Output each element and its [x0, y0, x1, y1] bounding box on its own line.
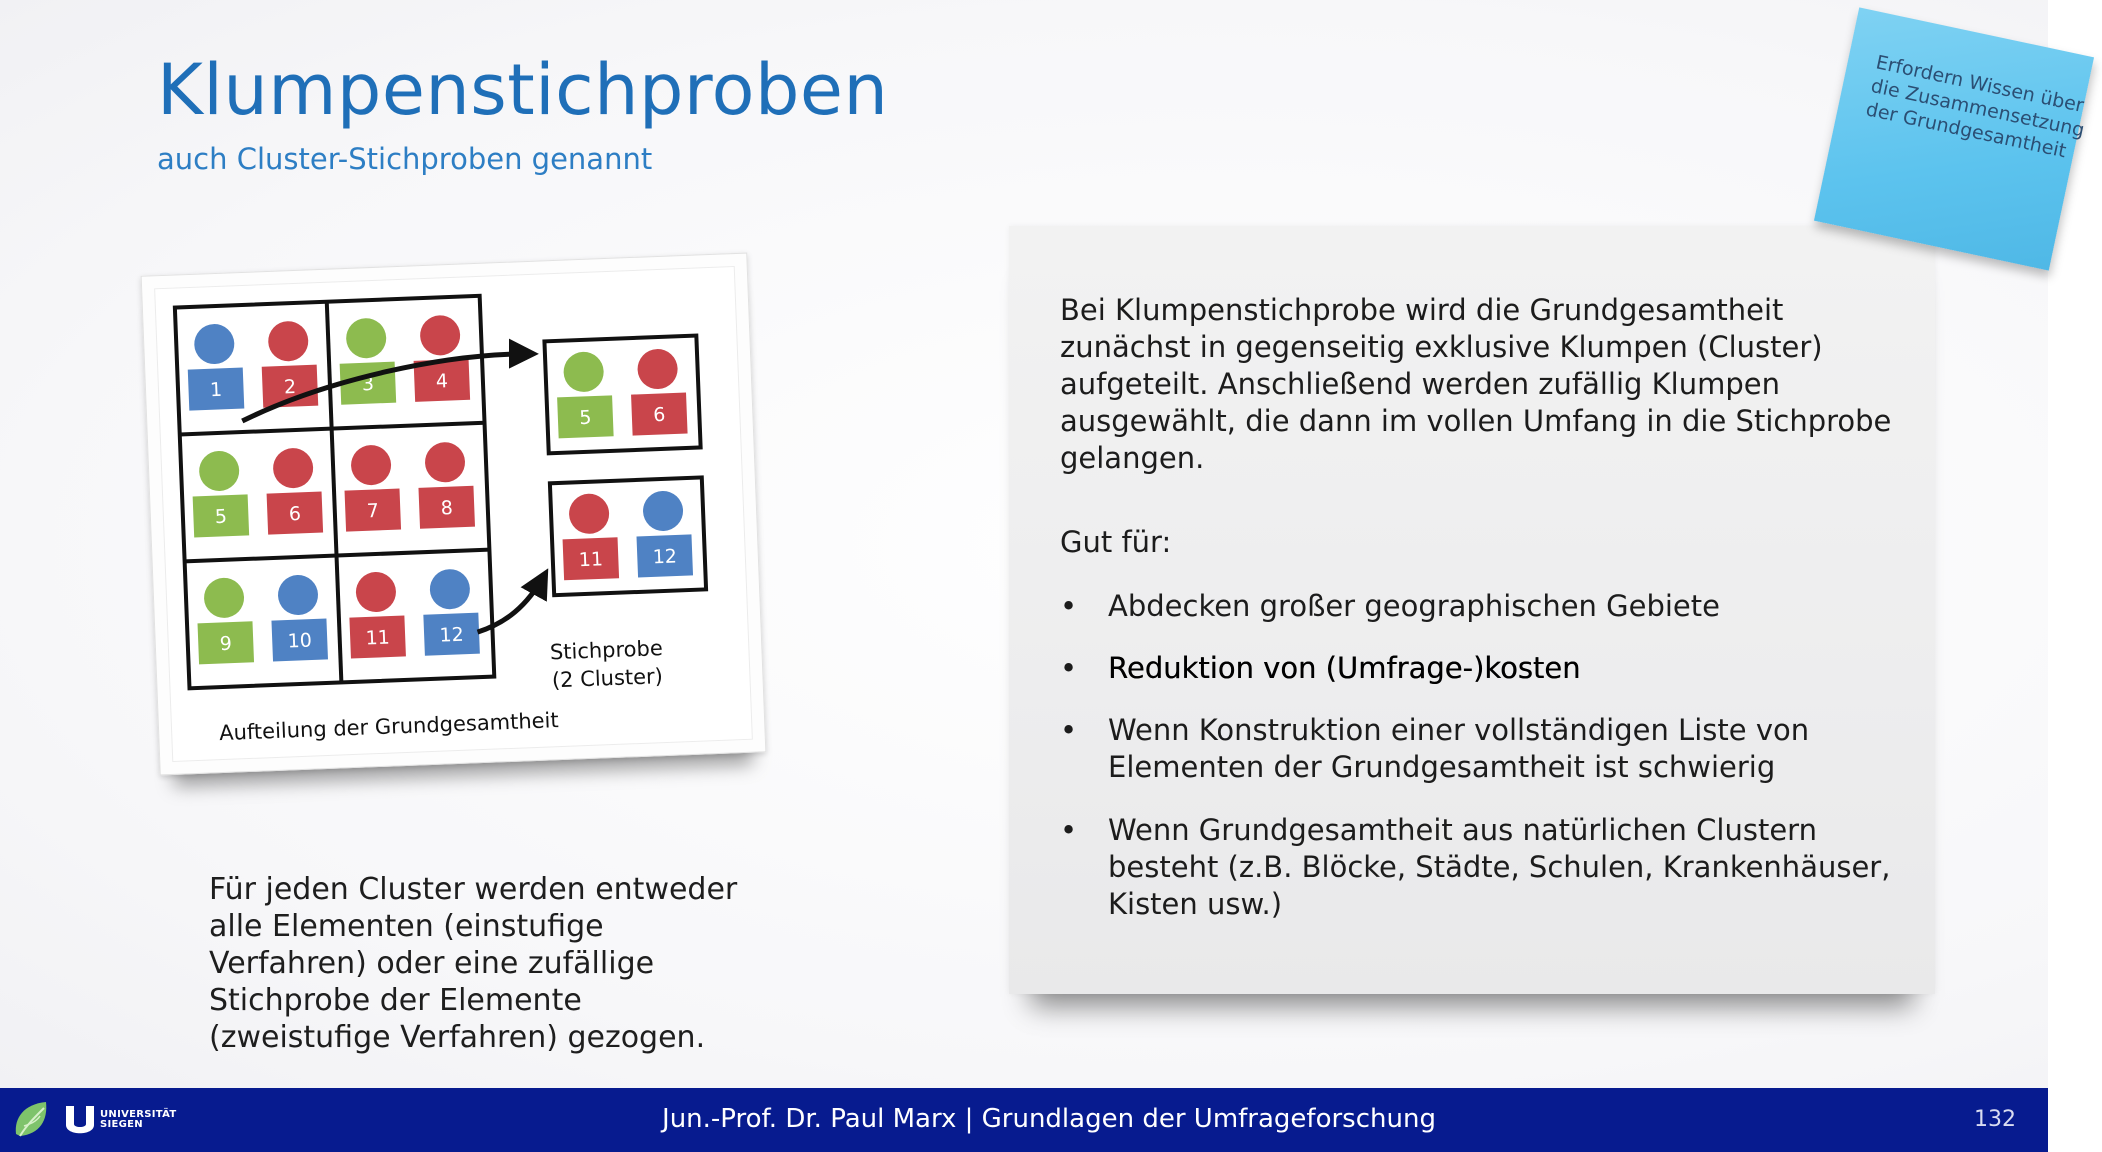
- sample-label-line2: (2 Cluster): [551, 664, 664, 693]
- person-number: 1: [209, 378, 223, 402]
- bullet-icon: •: [1060, 651, 1078, 685]
- person-12: [634, 490, 693, 578]
- person-head: [355, 571, 397, 613]
- person-5: [190, 450, 249, 538]
- gut-fuer-label: Gut für:: [1060, 525, 1172, 559]
- university-name-line2: SIEGEN: [100, 1119, 143, 1130]
- person-8: [416, 441, 475, 529]
- person-head: [637, 348, 679, 390]
- person-12: [421, 568, 480, 656]
- person-number: 9: [219, 632, 233, 656]
- bullet-icon: •: [1060, 713, 1078, 747]
- cluster-diagram: [142, 254, 766, 775]
- person-head: [272, 447, 314, 489]
- person-3: [337, 317, 396, 405]
- person-head: [267, 320, 309, 362]
- sample-label-line1: Stichprobe: [549, 636, 664, 665]
- university-name-line1: UNIVERSITÄT: [100, 1109, 177, 1120]
- sample-people: [555, 348, 694, 581]
- page-number: 132: [1974, 1107, 2016, 1132]
- person-head: [198, 450, 240, 492]
- person-1: [186, 323, 245, 411]
- person-number: 6: [288, 502, 302, 526]
- slide-title: Klumpenstichproben: [157, 49, 889, 131]
- person-head: [563, 351, 605, 393]
- person-head: [424, 442, 466, 484]
- person-head: [419, 315, 461, 357]
- person-number: 6: [652, 403, 666, 427]
- figure-caption: Für jeden Cluster werden entweder alle Elementen (einstufige Verfahren) oder eine zufällige Stichprobe der Elemente (zweistufige Verfahren) gezogen.: [209, 872, 738, 1055]
- intro-paragraph: Bei Klumpenstichprobe wird die Grundgesamtheit zunächst in gegenseitig exklusive Klumpen (Cluster) aufgeteilt. Anschließend werden zufällig Klumpen ausgewählt, die dann im vollen Umfang in die Stichprobe gelangen.: [1060, 293, 1892, 475]
- person-number: 7: [366, 499, 380, 523]
- person-number: 11: [578, 548, 604, 572]
- person-10: [269, 574, 328, 662]
- person-number: 8: [440, 497, 454, 520]
- bullet-icon: •: [1060, 589, 1078, 623]
- person-number: 2: [283, 375, 297, 399]
- person-5: [555, 351, 614, 439]
- person-head: [203, 577, 245, 619]
- person-head: [194, 323, 236, 365]
- list-item-text: Abdecken großer geographischen Gebiete: [1108, 589, 1720, 623]
- list-item-text: Wenn Konstruktion einer vollständigen Liste von Elementen der Grundgesamtheit ist schwierig: [1108, 713, 1810, 784]
- person-9: [195, 577, 254, 665]
- person-11: [560, 493, 619, 581]
- person-head: [642, 490, 684, 532]
- person-7: [342, 444, 401, 532]
- person-number: 4: [435, 370, 449, 393]
- list-item-text: Reduktion von (Umfrage-)kosten: [1108, 651, 1581, 685]
- person-number: 10: [287, 629, 313, 653]
- person-6: [629, 348, 688, 436]
- grid-divider-vertical: [327, 302, 342, 683]
- person-6: [264, 447, 323, 535]
- bullet-icon: •: [1060, 813, 1078, 847]
- person-head: [350, 444, 392, 486]
- person-number: 12: [439, 623, 465, 647]
- person-number: 11: [365, 626, 391, 650]
- person-number: 12: [652, 545, 678, 569]
- slide-subtitle: auch Cluster-Stichproben genannt: [157, 142, 653, 176]
- person-number: 5: [214, 505, 228, 529]
- person-head: [568, 493, 610, 535]
- cluster-figure-card: [141, 253, 767, 776]
- person-number: 5: [578, 406, 592, 430]
- list-item-text: Wenn Grundgesamtheit aus natürlichen Clustern besteht (z.B. Blöcke, Städte, Schulen, Krankenhäuser, Kisten usw.): [1108, 813, 1891, 921]
- person-head: [429, 568, 471, 610]
- person-11: [347, 571, 406, 659]
- population-label: Aufteilung der Grundgesamtheit: [218, 708, 560, 746]
- person-head: [277, 574, 319, 616]
- arrow-to-sample-2: [475, 574, 547, 633]
- sticky-note-text: Erfordern Wissen über die Zusammensetzung der Grundgesamtheit: [1864, 51, 2087, 163]
- person-head: [345, 317, 387, 359]
- footer-credits: Jun.-Prof. Dr. Paul Marx | Grundlagen der Umfrageforschung: [662, 1104, 1436, 1134]
- person-number: 3: [361, 372, 375, 396]
